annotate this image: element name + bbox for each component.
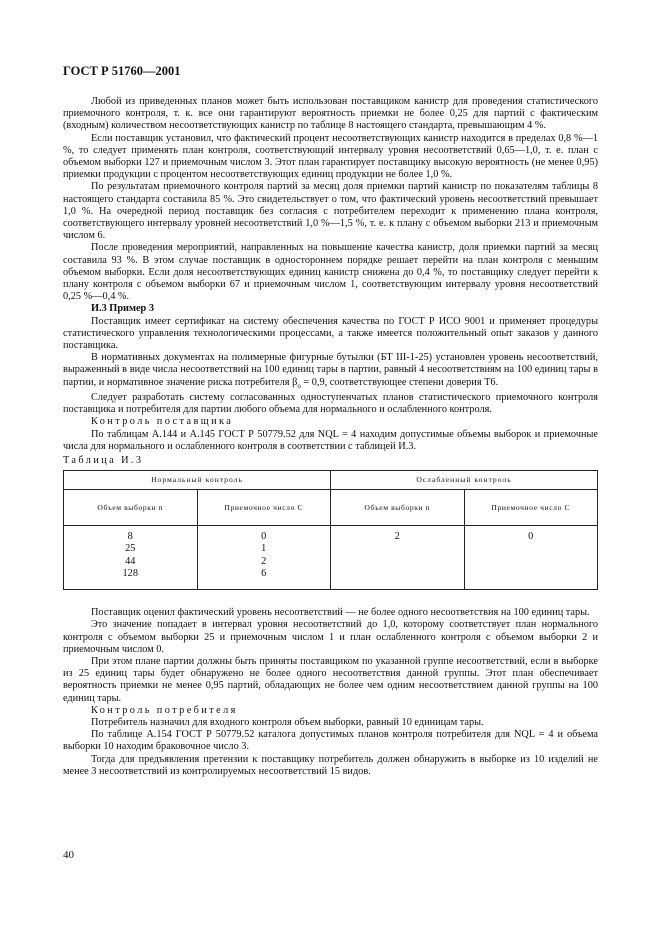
document-body [63, 96, 598, 778]
paragraph: Тогда для предъявления претензии к поставщику потребитель должен обнаружить в выборке из 10 изделий не менее 3 несоответствий из контролируемых несоответствий 15 видов. [63, 753, 598, 777]
paragraph: Потребитель назначил для входного контроля объем выборки, равный 10 единицам тары. [91, 716, 484, 728]
text: = 0,9, соответствующее степени доверия Т6. [300, 376, 499, 388]
cell-value: 6 [261, 567, 267, 579]
cell-value: 25 [125, 543, 136, 555]
table-group-header-row [64, 471, 598, 490]
group-reduced-header: Ослабленный контроль [331, 471, 598, 490]
normal-accept-cell [197, 526, 331, 590]
cell-value: 2 [394, 531, 400, 543]
cell-value: 44 [125, 555, 136, 567]
paragraph: Поставщик имеет сертификат на систему обеспечения качества по ГОСТ Р ИСО 9001 и применяет процедуры статистического управления технологическими процессами, а также имеется положительный опыт заказов у данного поставщика. [63, 315, 598, 352]
group-normal-header: Нормальный контроль [64, 471, 331, 490]
beta-symbol: β [292, 376, 298, 388]
cell-value: 0 [261, 531, 267, 543]
supplier-control-label: Контроль поставщика [91, 416, 234, 428]
reduced-sample-cell [331, 526, 465, 590]
paragraph: По таблицам А.144 и А.145 ГОСТ Р 50779.52 для NQL = 4 находим допустимые объемы выборок и приемочные числа для нормального и ослабленного контроля в соответствии с таблицей И.3. [63, 428, 598, 452]
paragraph: Если поставщик установил, что фактический процент несоответствующих канистр находится в пределах 0,8 %—1 %, то следует применять план контроля, соответствующий интервалу уровня несоответствий 0,65—1,0, т. е. план с объемом выборки 127 и приемочным числом 3. Этот план гарантирует поставщику высокую вероятность (не менее 0,95) приемки продукции с процентом несоответствующих единиц продукции не более 1,0 %. [63, 132, 598, 181]
page-number: 40 [63, 849, 74, 861]
paragraph: Поставщик оценил фактический уровень несоответствий — не более одного несоответствия на 100 единиц тары. [91, 607, 590, 619]
table-row [64, 526, 598, 590]
cell-value: 1 [261, 543, 267, 555]
col-normal-accept-header: Приемочное число C [197, 490, 331, 526]
example-heading: И.3 Пример 3 [91, 303, 155, 315]
table-caption: Таблица И.3 [63, 454, 144, 466]
col-normal-sample-header: Объем выборки n [64, 490, 198, 526]
acceptance-plans-table [63, 470, 598, 590]
col-reduced-accept-header: Приемочное число C [464, 490, 598, 526]
paragraph: Любой из приведенных планов может быть использован поставщиком канистр для проведения статистического приемочного контроля, т. к. все они гарантируют вероятность приемки не более 0,25 для партий с фактическим (входным) количеством несоответствующих канистр по таблице 8 настоящего стандарта, превышающим 4 %. [63, 96, 598, 132]
paragraph: По таблице А.154 ГОСТ Р 50779.52 каталога допустимых планов контроля потребителя для NQL = 4 и объема выборки 10 находим браковочное число 3. [63, 729, 598, 753]
normal-sample-cell [64, 526, 198, 590]
beta-subscript: o [297, 381, 301, 390]
text: В нормативных документах на полимерные фигурные бутылки (БТ III-1-25) установлен уровень несоответствий, выраженный в виде числа несоответствий на 100 единиц тары в партии, равный 4 несоответствиям на 100 единиц тары в партии, и нормативное значение риска потребителя [63, 352, 598, 388]
cell-value: 128 [122, 567, 138, 579]
paragraph: Следует разработать систему согласованных одноступенчатых планов статистического приемочного контроля поставщика и потребителя для партии любого объема для нормального и ослабленного контроля. [63, 391, 598, 416]
table-column-header-row [64, 490, 598, 526]
cell-value: 0 [528, 531, 534, 543]
reduced-accept-cell [464, 526, 598, 590]
col-reduced-sample-header: Объем выборки n [331, 490, 465, 526]
paragraph: По результатам приемочного контроля партий за месяц доля приемки партий канистр по показателям таблицы 8 настоящего стандарта составила 85 %. Это свидетельствует о том, что фактический уровень несоответствий превышает 1,0 %. На очередной период поставщик без согласия с потребителем переходит к применению плана контроля, соответствующего интервалу уровней несоответствий 1,0 %—1,5 %, т. е. к плану с объемом выборки 213 и приемочным числом 6. [63, 181, 598, 242]
consumer-control-label: Контроль потребителя [91, 704, 238, 716]
cell-value: 2 [261, 555, 267, 567]
paragraph: При этом плане партии должны быть приняты поставщиком по указанной группе несоответствий, если в выборке из 25 единиц тары будет обнаружено не более одного несоответствия данной группы. Этот план обеспечивает вероятность приемки не менее 0,95 партий, обладающих не более чем одним несоответствием данной группы на 100 единиц тары. [63, 655, 598, 704]
paragraph-risk [63, 352, 598, 392]
cell-value: 8 [127, 531, 133, 543]
paragraph: Это значение попадает в интервал уровня несоответствий до 1,0, которому соответствует план нормального контроля с объемом выборки 25 и приемочным числом 1 и план ослабленного контроля с объемом выборки 2 и приемочным числом 0. [63, 619, 598, 655]
document-header: ГОСТ Р 51760—2001 [63, 64, 181, 78]
paragraph: После проведения мероприятий, направленных на повышение качества канистр, доля приемки партий за месяц составила 93 %. В этом случае поставщик в одностороннем порядке решает перейти на план контроля с меньшим объемом выборки. Если доля несоответствующих единиц канистр снижена до 0,4 %, то поставщику следует перейти к плану контроля с объемом выборки 67 и приемочным числом 1, соответствующим интервалу уровня несоответствий 0,25 %—0,4 %. [63, 242, 598, 303]
